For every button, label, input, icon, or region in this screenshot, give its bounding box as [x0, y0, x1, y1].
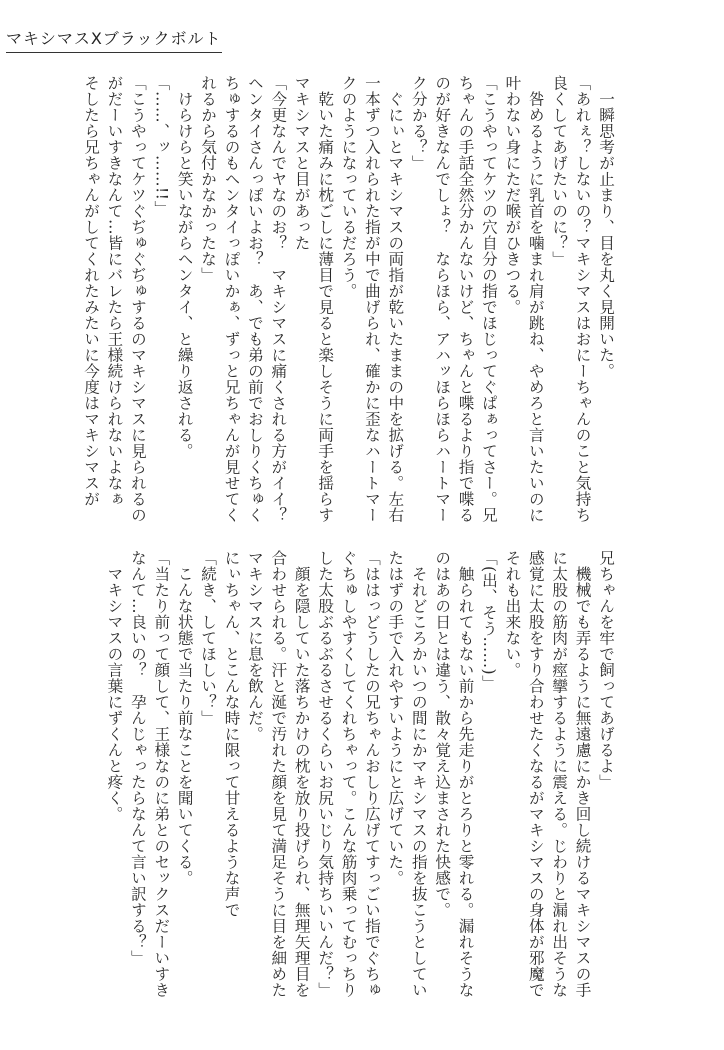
text-column: それどころかいつの間にかマキシマスの指を抜こうとしてい — [409, 550, 428, 998]
text-column: にぃちゃん、とこんな時に限って甘えるような声で — [222, 550, 241, 918]
text-column: 「続き、してほしい？」 — [199, 550, 218, 726]
text-column: それも出来ない。 — [503, 550, 522, 678]
text-column: 「ははっどうしたの兄ちゃんおしり広げてすっごい指でぐちゅ — [362, 550, 381, 998]
text-column: 「(出、そう……)」 — [479, 550, 498, 691]
text-column: けらけらと笑いながらヘンタイ、と繰り返される。 — [175, 75, 194, 459]
text-column: たはずの手で入れやすいようにと広げていた。 — [386, 550, 405, 886]
text-column: ぐにぃとマキシマスの両指が乾いたままの中を拡げる。左右 — [386, 75, 405, 523]
text-column: マキシマスと目があった — [292, 75, 311, 251]
text-column: こんな状態で当たり前なことを聞いてくる。 — [175, 550, 194, 886]
text-column: 合わせられる。汗と涎で汚れた顔を見て満足そうに目を細めた — [269, 550, 288, 998]
text-column: に太股の筋肉が痙攣するように震える。じわりと漏れ出そうな — [550, 550, 569, 998]
page-header-title: マキシマスXブラックボルト — [6, 26, 222, 53]
text-column: 「こうやってケツの穴自分の指でほじってぐぱぁってさー。兄 — [479, 75, 498, 523]
text-column: 叶わない身にただ喉がひきつる。 — [503, 75, 522, 315]
text-column: 触られてもない前から先走りがとろりと零れる。漏れそうな — [456, 550, 475, 998]
text-column: がだーいすきなんて…皆にバレたら王様続けられないよなぁ — [105, 75, 124, 507]
text-column: 機械でも弄るように無遠慮にかき回し続けるマキシマスの手 — [573, 550, 592, 998]
text-column: 兄ちゃんを牢で飼ってあげるよ」 — [597, 550, 615, 790]
text-column: 一瞬思考が止まり、目を丸く見開いた。 — [597, 75, 615, 379]
text-column: ヘンタイさんっぽいよお？ あ、でも弟の前でおしりくちゅく — [245, 75, 264, 523]
text-column: マキシマスの言葉にずくんと疼く。 — [105, 550, 124, 822]
lower-text-block — [102, 550, 617, 998]
text-column: 顔を隠していた落ちかけの枕を放り投げられ、無理矢理目を — [292, 550, 311, 998]
text-column: クのようになっているだろう。 — [339, 75, 358, 299]
text-column: 「当たり前って顔して、王様なのに弟とのセックスだーいすき — [152, 550, 171, 998]
text-column: 良くしてあげたいのに？」 — [550, 75, 569, 267]
text-column: ちゅするのもヘンタイっぽいかぁ、ずっと兄ちゃんが見せてく — [222, 75, 241, 523]
text-column: 「あれぇ？しないの？マキシマスはおにーちゃんのこと気持ち — [573, 75, 592, 523]
text-column: マキシマスに息を飲んだ。 — [245, 550, 264, 742]
upper-text-block — [79, 75, 617, 523]
text-column: した太股ぶるぶるさせるくらいお尻いじり気持ちいいんだ？」 — [316, 550, 335, 998]
text-column: 「こうやってケツぐぢゅぐぢゅするのマキシマスに見られるの — [128, 75, 147, 523]
text-column: のはあの日とは違う、散々覚え込まされた快感で。 — [433, 550, 452, 918]
text-column: ちゃんの手話全然分かんないけど、ちゃんと喋るより指で喋る — [456, 75, 475, 523]
text-column: 乾いた痛みに枕ごしに薄目で見ると楽しそうに両手を揺らす — [316, 75, 335, 523]
text-column: ぐちゅしやすくしてくれちゃって。こんな筋肉乗ってむっちり — [339, 550, 358, 998]
text-column: そしたら兄ちゃんがしてくれたみたいに今度はマキシマスが — [82, 75, 101, 507]
text-column: のが好きなんでしょ？ ならほら、アハッほらほらハートマー — [433, 75, 452, 523]
text-column: 「……、ッ……!!」 — [152, 75, 171, 217]
text-column: 感覚に太股をすり合わせたくなるがマキシマスの身体が邪魔で — [526, 550, 545, 998]
text-column: れるから気付かなかったな」 — [199, 75, 218, 283]
text-column: 咎めるように乳首を噛まれ肩が跳ね、やめろと言いたいのに — [526, 75, 545, 523]
text-column: なんて…良いの？ 孕んじゃったらなんて言い訳する？」 — [128, 550, 147, 966]
text-column: ク分かる？」 — [409, 75, 428, 171]
text-column: 一本ずつ入れられた指が中で曲げられ、確かに歪なハートマー — [362, 75, 381, 523]
text-column: 「今更なんでヤなのお？ マキシマスに痛くされる方がイイ？ — [269, 75, 288, 523]
